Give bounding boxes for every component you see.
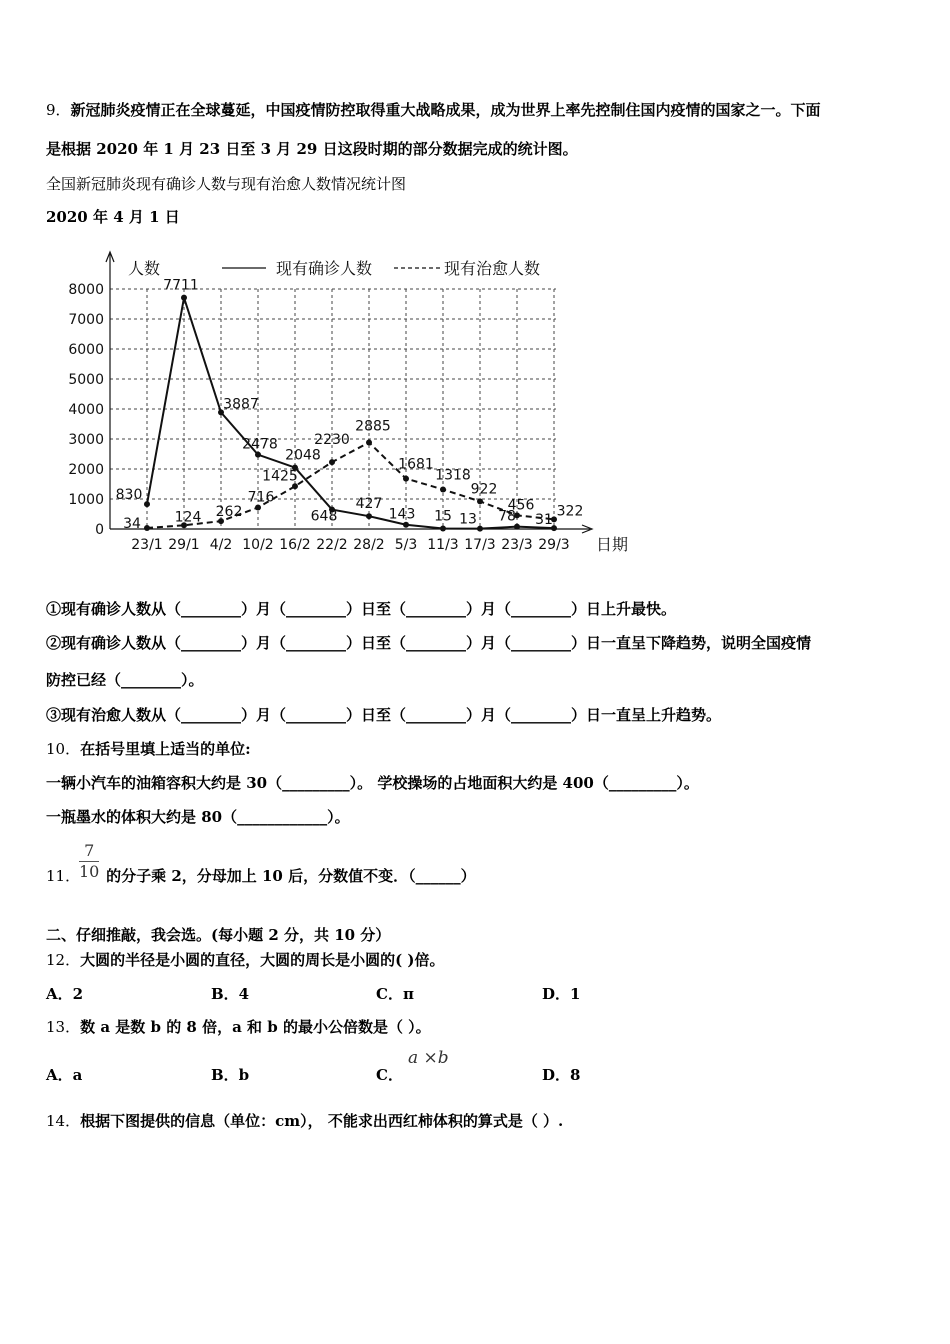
- confirmed-data-label: 648: [310, 508, 338, 525]
- confirmed-data-label: 3887: [223, 396, 259, 413]
- cured-data-label: 2885: [355, 418, 391, 435]
- q14-number: 14．: [46, 1112, 81, 1130]
- legend-cured-label: 现有治愈人数: [444, 259, 541, 278]
- y-tick-label: 0: [95, 522, 104, 538]
- q12-text: 大圆的半径是小圆的直径，大圆的周长是小圆的( )倍。: [80, 951, 445, 969]
- confirmed-point: [181, 295, 187, 301]
- cured-data-label: 34: [123, 515, 141, 532]
- q13-option-c[interactable]: C．: [376, 1066, 403, 1084]
- q13-number: 13．: [46, 1018, 81, 1036]
- cured-data-label: 322: [556, 503, 584, 520]
- q13-line: [46, 1017, 431, 1037]
- cured-point: [144, 525, 150, 531]
- y-tick-label: 5000: [68, 372, 104, 388]
- confirmed-data-label: 13: [459, 511, 477, 528]
- chart-date: 2020 年 4 月 1 日: [46, 208, 180, 226]
- confirmed-data-label: 2048: [285, 447, 321, 464]
- confirmed-data-label: 15: [434, 508, 452, 525]
- confirmed-point: [477, 526, 483, 532]
- section2-title: 二、仔细推敲，我会选。(每小题 2 分，共 10 分）: [46, 926, 391, 944]
- q9-sub1: ①现有确诊人数从（________）月（________）日至（________）月（________）日上升最快。: [46, 600, 677, 618]
- q10-title: 在括号里填上适当的单位:: [80, 740, 251, 758]
- q13-text: 数 a 是数 b 的 8 倍，a 和 b 的最小公倍数是（ ）。: [80, 1018, 431, 1036]
- cured-data-label: 456: [507, 497, 535, 514]
- y-tick-label: 7000: [68, 312, 104, 328]
- confirmed-data-label: 7711: [163, 277, 199, 294]
- fraction-denominator: 10: [79, 862, 100, 881]
- cured-data-label: 124: [174, 509, 202, 526]
- statistics-line-chart: [60, 248, 630, 558]
- q10-title-line: [46, 739, 251, 759]
- x-tick-label: 28/2: [353, 537, 385, 553]
- q11-number: 11．: [46, 867, 81, 885]
- q9-text-line1: 新冠肺炎疫情正在全球蔓延，中国疫情防控取得重大战略成果，成为世界上率先控制住国内疫情的国家之一。下面: [70, 101, 821, 119]
- q12-option-a[interactable]: A．2: [46, 985, 84, 1003]
- cured-data-label: 1425: [262, 468, 298, 485]
- x-tick-label: 17/3: [464, 537, 496, 553]
- q9-sub3: ③现有治愈人数从（________）月（________）日至（________）月（________）日一直呈上升趋势。: [46, 706, 722, 724]
- y-tick-label: 1000: [68, 492, 104, 508]
- x-axis-label: 日期: [596, 535, 629, 554]
- q10-line1: 一辆小汽车的油箱容积大约是 30（_________）。 学校操场的占地面积大约是 400（_________）。: [46, 774, 699, 792]
- cured-point: [366, 439, 372, 445]
- y-tick-label: 4000: [68, 402, 104, 418]
- q13-option-d[interactable]: D．8: [542, 1066, 581, 1084]
- q13-option-c-expression: a ×b: [408, 1048, 449, 1068]
- confirmed-point: [366, 513, 372, 519]
- q9-line2: 是根据 2020 年 1 月 23 日至 3 月 29 日这段时期的部分数据完成的统计图。: [46, 140, 578, 158]
- chart-legend: [222, 259, 540, 278]
- x-tick-label: 5/3: [394, 537, 418, 553]
- confirmed-data-label: 31: [535, 512, 553, 529]
- cured-point: [440, 486, 446, 492]
- x-tick-label: 23/3: [501, 537, 533, 553]
- y-axis-ticks: [68, 282, 104, 538]
- x-tick-label: 16/2: [279, 537, 311, 553]
- chart-data-labels: [116, 278, 584, 532]
- cured-data-label: 1318: [435, 467, 471, 484]
- q12-option-b[interactable]: B．4: [211, 985, 250, 1003]
- q11-text: 的分子乘 2，分母加上 10 后，分数值不变．（______）: [106, 867, 476, 885]
- confirmed-point: [440, 526, 446, 532]
- y-axis-label: 人数: [128, 259, 161, 278]
- x-tick-label: 10/2: [242, 537, 274, 553]
- confirmed-data-label: 2478: [242, 436, 278, 453]
- y-tick-label: 8000: [68, 282, 104, 298]
- confirmed-data-label: 830: [115, 487, 143, 504]
- legend-confirmed-label: 现有确诊人数: [276, 259, 373, 278]
- q9-sub2-line2: 防控已经（________）。: [46, 671, 204, 689]
- x-axis-ticks: [131, 537, 569, 553]
- cured-data-label: 1681: [398, 456, 434, 473]
- confirmed-data-label: 78: [498, 508, 516, 525]
- y-tick-label: 2000: [68, 462, 104, 478]
- fraction-numerator: 7: [84, 841, 95, 860]
- chart-caption: 全国新冠肺炎现有确诊人数与现有治愈人数情况统计图: [46, 175, 407, 193]
- q14-line: [46, 1111, 563, 1131]
- q13-option-a[interactable]: A．a: [46, 1066, 83, 1084]
- cured-point: [403, 476, 409, 482]
- x-tick-label: 4/2: [209, 537, 233, 553]
- cured-data-label: 716: [247, 489, 275, 506]
- x-tick-label: 23/1: [131, 537, 163, 553]
- cured-data-label: 262: [215, 504, 243, 521]
- q13-option-b[interactable]: B．b: [211, 1066, 250, 1084]
- y-tick-label: 3000: [68, 432, 104, 448]
- q14-text: 根据下图提供的信息（单位：cm）， 不能求出西红柿体积的算式是（ ）.: [80, 1112, 564, 1130]
- x-tick-label: 22/2: [316, 537, 348, 553]
- confirmed-data-label: 143: [388, 506, 416, 523]
- q9-sub2-line1: ②现有确诊人数从（________）月（________）日至（________）月（________）日一直呈下降趋势，说明全国疫情: [46, 634, 812, 652]
- x-tick-label: 11/3: [427, 537, 459, 553]
- q11-line: [46, 866, 476, 886]
- q12-line: [46, 950, 445, 970]
- cured-data-label: 2230: [314, 432, 350, 449]
- q9-number: 9．: [46, 101, 71, 119]
- q12-option-c[interactable]: C．π: [376, 985, 414, 1003]
- q12-number: 12．: [46, 951, 81, 969]
- q10-number: 10．: [46, 740, 81, 758]
- x-tick-label: 29/1: [168, 537, 200, 553]
- y-tick-label: 6000: [68, 342, 104, 358]
- q12-option-d[interactable]: D．1: [542, 985, 581, 1003]
- cured-point: [329, 459, 335, 465]
- confirmed-data-label: 427: [355, 496, 383, 513]
- confirmed-point: [144, 501, 150, 507]
- cured-data-label: 922: [470, 481, 498, 498]
- q10-line2: 一瓶墨水的体积大约是 80（____________）。: [46, 808, 350, 826]
- x-tick-label: 29/3: [538, 537, 570, 553]
- cured-point: [477, 498, 483, 504]
- q9-line1: [46, 100, 821, 120]
